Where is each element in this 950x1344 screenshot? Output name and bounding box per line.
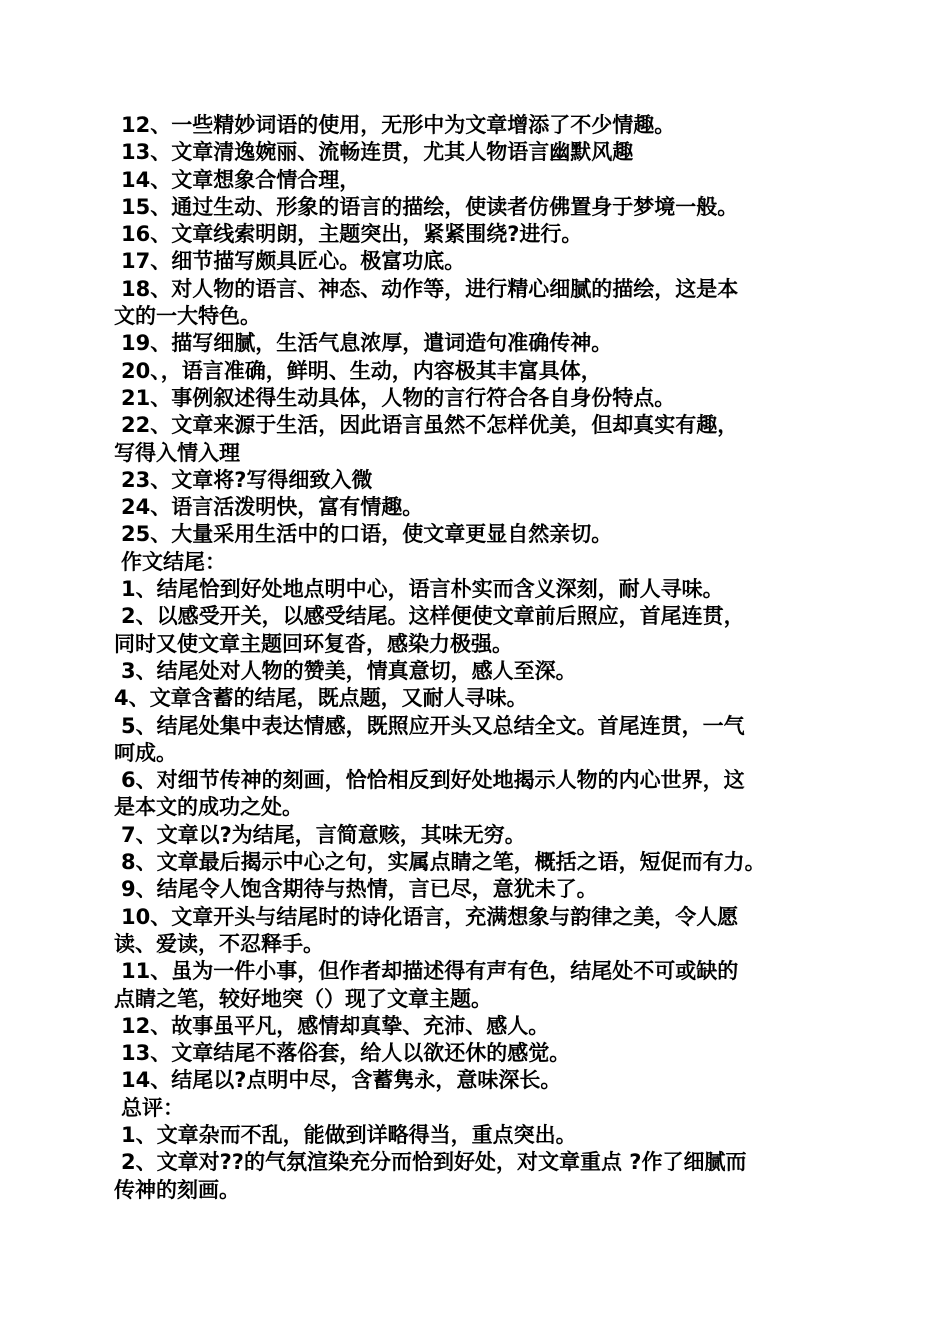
- document-page: [114, 112, 850, 1204]
- list-item: [114, 1013, 850, 1040]
- text-line: 19、描写细腻，生活气息浓厚，遣词造句准确传神。: [121, 331, 613, 356]
- text-line: 读、爱读，不忍释手。: [114, 931, 324, 956]
- text-line: 1、文章杂而不乱，能做到详略得当，重点突出。: [121, 1122, 577, 1147]
- list-item: [114, 139, 850, 166]
- text-line: 21、事例叙述得生动具体，人物的言行符合各自身份特点。: [121, 385, 676, 410]
- list-item: [114, 685, 850, 712]
- list-item: [114, 167, 850, 194]
- list-item: [114, 822, 850, 849]
- list-item: [114, 658, 850, 685]
- list-item: [114, 385, 850, 412]
- text-line: 14、文章想象合情合理，: [121, 167, 361, 192]
- list-item: [114, 603, 850, 658]
- text-line: 12、故事虽平凡，感情却真挚、充沛、感人。: [121, 1013, 550, 1038]
- list-item: [114, 1122, 850, 1149]
- list-item: [114, 467, 850, 494]
- text-line: 17、细节描写颇具匠心。极富功底。: [121, 249, 466, 274]
- list-item: [114, 958, 850, 1013]
- text-line: 文的一大特色。: [114, 304, 261, 329]
- text-line: 写得入情入理: [114, 440, 240, 465]
- text-line: 15、通过生动、形象的语言的描绘，使读者仿佛置身于梦境一般。: [121, 194, 739, 219]
- text-line: 同时又使文章主题回环复沓，感染力极强。: [114, 631, 513, 656]
- list-item: [114, 330, 850, 357]
- text-line: 22、文章来源于生活，因此语言虽然不怎样优美，但却真实有趣，: [121, 413, 739, 438]
- list-item: [114, 412, 850, 467]
- list-item: [114, 1149, 850, 1204]
- text-line: 25、大量采用生活中的口语，使文章更显自然亲切。: [121, 522, 613, 547]
- text-line: 13、文章清逸婉丽、流畅连贯，尤其人物语言幽默风趣: [121, 140, 634, 165]
- list-item: [114, 904, 850, 959]
- text-line: 2、以感受开关，以感受结尾。这样便使文章前后照应，首尾连贯，: [121, 604, 745, 629]
- text-line: 8、文章最后揭示中心之句，实属点睛之笔，概括之语，短促而有力。: [121, 850, 766, 875]
- list-item: [114, 248, 850, 275]
- list-item: [114, 767, 850, 822]
- text-line: 13、文章结尾不落俗套，给人以欲还休的感觉。: [121, 1041, 571, 1066]
- section-heading-summary: 总评：: [121, 1095, 184, 1120]
- list-item: [114, 576, 850, 603]
- text-line: 4、文章含蓄的结尾，既点题，又耐人寻味。: [114, 686, 528, 711]
- text-line: 呵成。: [114, 740, 177, 765]
- list-item: [114, 1067, 850, 1094]
- text-line: 是本文的成功之处。: [114, 795, 303, 820]
- text-line: 10、文章开头与结尾时的诗化语言，充满想象与韵律之美，令人愿: [121, 904, 739, 929]
- text-line: 2、文章对??的气氛渲染充分而恰到好处，对文章重点 ?作了细腻而: [121, 1150, 747, 1175]
- text-line: 点睛之笔，较好地突（）现了文章主题。: [114, 986, 492, 1011]
- text-line: 20、，语言准确，鲜明、生动，内容极其丰富具体，: [121, 358, 602, 383]
- section-summary: [114, 1095, 850, 1204]
- text-line: 14、结尾以?点明中尽，含蓄隽永，意味深长。: [121, 1068, 562, 1093]
- list-item: [114, 112, 850, 139]
- list-item: [114, 876, 850, 903]
- text-line: 23、文章将?写得细致入微: [121, 467, 373, 492]
- text-line: 16、文章线索明朗，主题突出，紧紧围绕?进行。: [121, 222, 583, 247]
- list-item: [114, 221, 850, 248]
- text-line: 5、结尾处集中表达情感，既照应开头又总结全文。首尾连贯，一气: [121, 713, 745, 738]
- list-item: [114, 276, 850, 331]
- text-line: 7、文章以?为结尾，言简意赅，其味无穷。: [121, 822, 526, 847]
- section-heading-ending: 作文结尾：: [121, 549, 226, 574]
- text-line: 11、虽为一件小事，但作者却描述得有声有色，结尾处不可或缺的: [121, 959, 739, 984]
- text-line: 传神的刻画。: [114, 1177, 240, 1202]
- list-item: [114, 713, 850, 768]
- text-line: 18、对人物的语言、神态、动作等，进行精心细腻的描绘，这是本: [121, 276, 739, 301]
- text-line: 24、语言活泼明快，富有情趣。: [121, 495, 424, 520]
- text-line: 9、结尾令人饱含期待与热情，言已尽，意犹未了。: [121, 877, 598, 902]
- list-item: [114, 494, 850, 521]
- list-item: [114, 194, 850, 221]
- text-line: 3、结尾处对人物的赞美，情真意切，感人至深。: [121, 658, 577, 683]
- section-ending: [114, 549, 850, 1095]
- list-item: [114, 1040, 850, 1067]
- text-line: 12、一些精妙词语的使用，无形中为文章增添了不少情趣。: [121, 113, 676, 137]
- list-item: [114, 358, 850, 385]
- section-body-paragraphs: [114, 112, 850, 549]
- text-line: 6、对细节传神的刻画，恰恰相反到好处地揭示人物的内心世界，这: [121, 768, 745, 793]
- list-item: [114, 849, 850, 876]
- list-item: [114, 521, 850, 548]
- text-line: 1、结尾恰到好处地点明中心，语言朴实而含义深刻，耐人寻味。: [121, 577, 724, 602]
